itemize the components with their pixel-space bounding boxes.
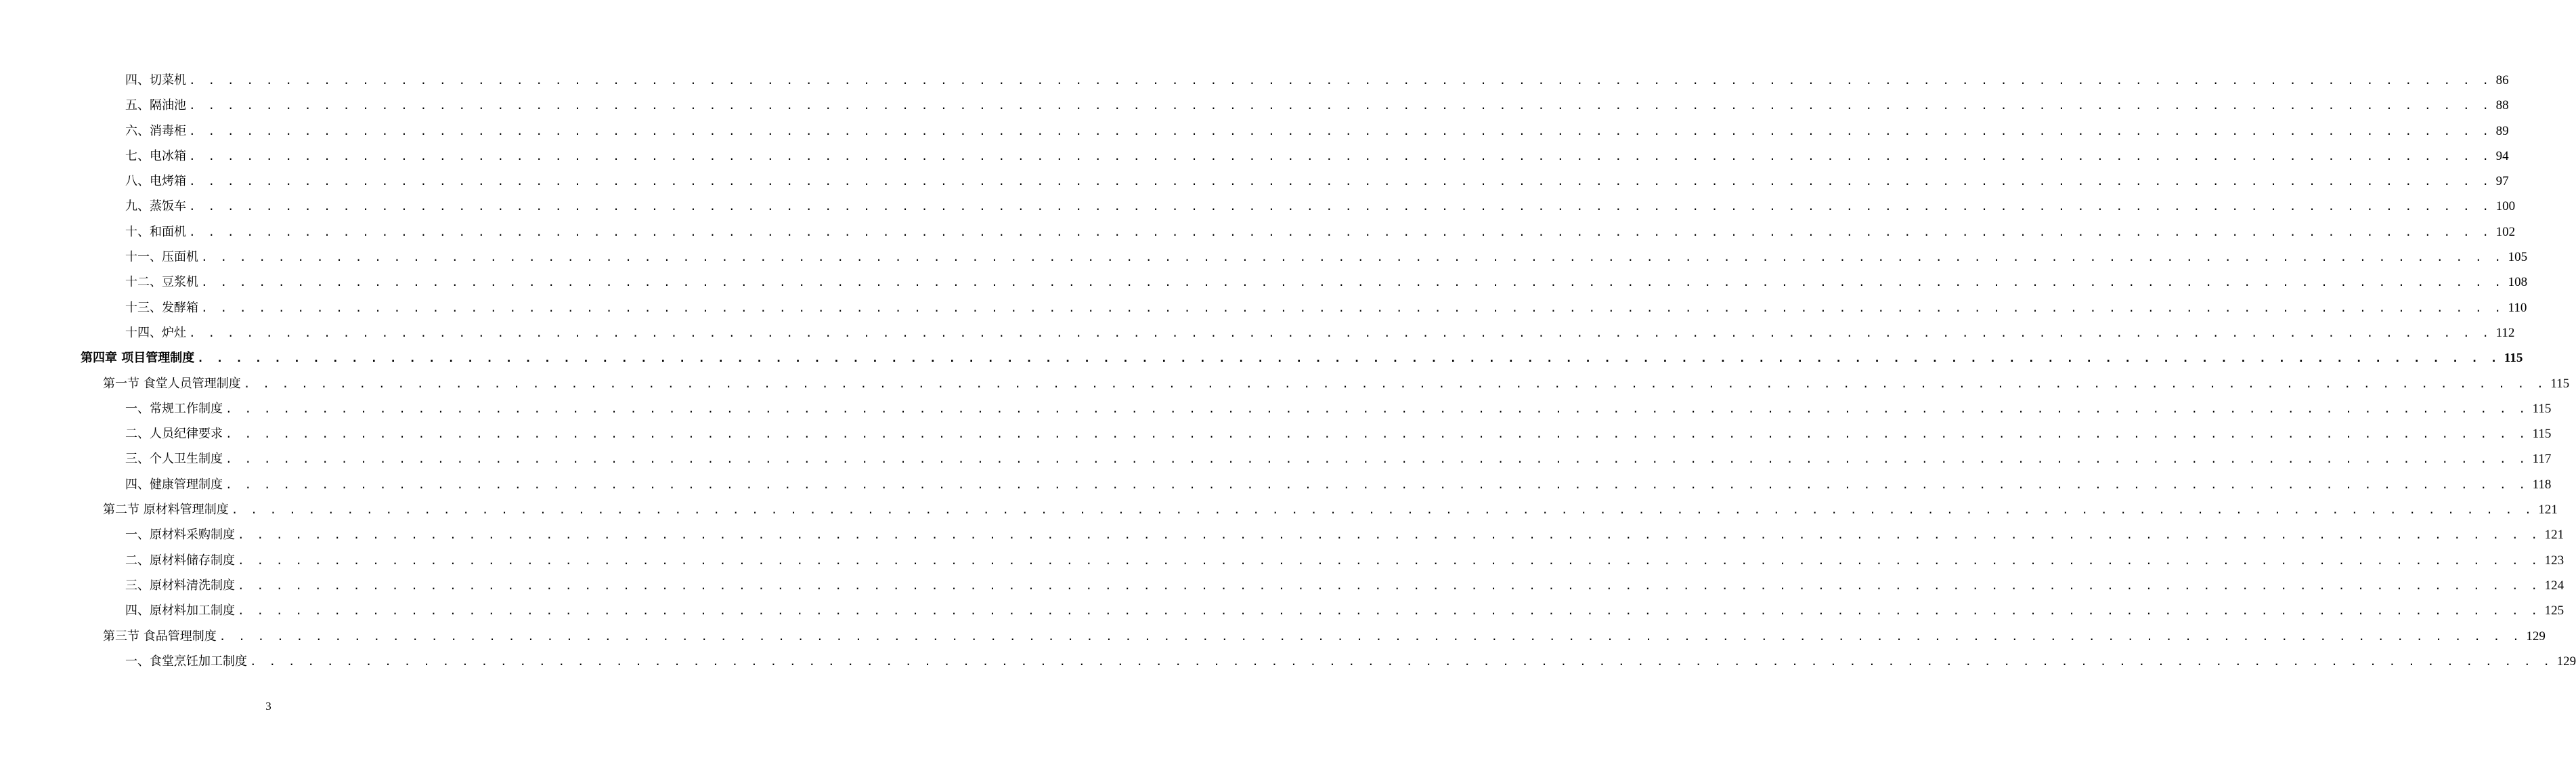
toc-entry-item[interactable] bbox=[0, 396, 2552, 421]
toc-entry-page-number: 100 bbox=[2495, 199, 2516, 214]
dot-leader: . . . . . . . . . . . . . . . . . . . . . . . . . . . . . . . . . . . . . . . . . . . . . . . . . . . . . . . . . . . . . . . . . . . . . . . . . . . . . . . . . . . . . . . . . . . . . . . . . . . . . . . . . . . . . . . . . . . . . . . . bbox=[238, 604, 2541, 618]
dot-leader: . . . . . . . . . . . . . . . . . . . . . . . . . . . . . . . . . . . . . . . . . . . . . . . . . . . . . . . . . . . . . . . . . . . . . . . . . . . . . . . . . . . . . . . . . . . . . . . . . . . . . . . . . . . . . . . . . . . . . . . . bbox=[201, 251, 2504, 264]
toc-entry-item[interactable] bbox=[0, 446, 2552, 471]
toc-entry-item[interactable] bbox=[0, 144, 2509, 169]
toc-entry-page-number: 105 bbox=[2508, 250, 2528, 265]
toc-entry-title: 第一节 食堂人员管理制度 bbox=[103, 376, 241, 391]
toc-entry-page-number: 115 bbox=[2550, 376, 2570, 391]
toc-entry-page-number: 129 bbox=[2526, 629, 2546, 643]
toc-entry-page-number: 121 bbox=[2538, 503, 2558, 518]
dot-leader: . . . . . . . . . . . . . . . . . . . . . . . . . . . . . . . . . . . . . . . . . . . . . . . . . . . . . . . . . . . . . . . . . . . . . . . . . . . . . . . . . . . . . . . . . . . . . . . . . . . . . . . . . . . . . . . . . . . . . . . . bbox=[189, 99, 2492, 112]
dot-leader: . . . . . . . . . . . . . . . . . . . . . . . . . . . . . . . . . . . . . . . . . . . . . . . . . . . . . . . . . . . . . . . . . . . . . . . . . . . . . . . . . . . . . . . . . . . . . . . . . . . . . . . . . . . . . . . . . . . . . . . . bbox=[225, 402, 2529, 415]
dot-leader: . . . . . . . . . . . . . . . . . . . . . . . . . . . . . . . . . . . . . . . . . . . . . . . . . . . . . . . . . . . . . . . . . . . . . . . . . . . . . . . . . . . . . . . . . . . . . . . . . . . . . . . . . . . . . . . . . . . . . . . . bbox=[189, 225, 2492, 238]
toc-entry-page-number: 112 bbox=[2495, 325, 2515, 340]
toc-entry-title: 十三、发酵箱 bbox=[125, 300, 198, 315]
toc-entry-page-number: 115 bbox=[2504, 351, 2523, 366]
dot-leader: . . . . . . . . . . . . . . . . . . . . . . . . . . . . . . . . . . . . . . . . . . . . . . . . . . . . . . . . . . . . . . . . . . . . . . . . . . . . . . . . . . . . . . . . . . . . . . . . . . . . . . . . . . . . . . . . . . . . . . . . bbox=[225, 478, 2529, 491]
toc-entry-page-number: 125 bbox=[2544, 604, 2564, 618]
toc-entry-item[interactable] bbox=[0, 522, 2564, 547]
toc-entry-page-number: 108 bbox=[2508, 275, 2528, 290]
dot-leader: . . . . . . . . . . . . . . . . . . . . . . . . . . . . . . . . . . . . . . . . . . . . . . . . . . . . . . . . . . . . . . . . . . . . . . . . . . . . . . . . . . . . . . . . . . . . . . . . . . . . . . . . . . . . . . . . . . . . . . . . bbox=[201, 301, 2504, 314]
toc-entry-page-number: 117 bbox=[2532, 452, 2552, 467]
dot-leader: . . . . . . . . . . . . . . . . . . . . . . . . . . . . . . . . . . . . . . . . . . . . . . . . . . . . . . . . . . . . . . . . . . . . . . . . . . . . . . . . . . . . . . . . . . . . . . . . . . . . . . . . . . . . . . . . . . . . . . . . bbox=[189, 74, 2492, 87]
dot-leader: . . . . . . . . . . . . . . . . . . . . . . . . . . . . . . . . . . . . . . . . . . . . . . . . . . . . . . . . . . . . . . . . . . . . . . . . . . . . . . . . . . . . . . . . . . . . . . . . . . . . . . . . . . . . . . . . . . . . . . . . bbox=[197, 352, 2500, 365]
toc-entry-title: 四、切菜机 bbox=[125, 73, 186, 87]
toc-entry-title: 二、原材料储存制度 bbox=[125, 553, 235, 568]
toc-entry-section[interactable] bbox=[0, 624, 2546, 649]
dot-leader: . . . . . . . . . . . . . . . . . . . . . . . . . . . . . . . . . . . . . . . . . . . . . . . . . . . . . . . . . . . . . . . . . . . . . . . . . . . . . . . . . . . . . . . . . . . . . . . . . . . . . . . . . . . . . . . . . . . . . . . . bbox=[225, 427, 2529, 441]
toc-entry-page-number: 110 bbox=[2508, 300, 2527, 315]
toc-entry-title: 九、蒸饭车 bbox=[125, 199, 186, 214]
toc-entry-title: 三、个人卫生制度 bbox=[125, 452, 223, 467]
toc-entry-section[interactable] bbox=[0, 371, 2570, 396]
toc-entry-title: 四、原材料加工制度 bbox=[125, 604, 235, 618]
dot-leader: . . . . . . . . . . . . . . . . . . . . . . . . . . . . . . . . . . . . . . . . . . . . . . . . . . . . . . . . . . . . . . . . . . . . . . . . . . . . . . . . . . . . . . . . . . . . . . . . . . . . . . . . . . . . . . . . . . . . . . . . bbox=[189, 200, 2492, 213]
toc-entry-title: 第四章 项目管理制度 bbox=[81, 351, 195, 366]
toc-entry-item[interactable] bbox=[0, 119, 2509, 144]
toc-entry-chapter[interactable] bbox=[0, 345, 2523, 371]
toc-entry-item[interactable] bbox=[0, 548, 2564, 573]
dot-leader: . . . . . . . . . . . . . . . . . . . . . . . . . . . . . . . . . . . . . . . . . . . . . . . . . . . . . . . . . . . . . . . . . . . . . . . . . . . . . . . . . . . . . . . . . . . . . . . . . . . . . . . . . . . . . . . . . . . . . . . . bbox=[243, 377, 2547, 390]
toc-entry-section[interactable] bbox=[0, 497, 2558, 522]
toc-entry-item[interactable] bbox=[0, 472, 2552, 497]
toc-entry-title: 十、和面机 bbox=[125, 224, 186, 239]
toc-entry-page-number: 129 bbox=[2556, 654, 2576, 669]
toc-entry-title: 四、健康管理制度 bbox=[125, 477, 223, 492]
dot-leader: . . . . . . . . . . . . . . . . . . . . . . . . . . . . . . . . . . . . . . . . . . . . . . . . . . . . . . . . . . . . . . . . . . . . . . . . . . . . . . . . . . . . . . . . . . . . . . . . . . . . . . . . . . . . . . . . . . . . . . . . bbox=[189, 124, 2492, 138]
dot-leader: . . . . . . . . . . . . . . . . . . . . . . . . . . . . . . . . . . . . . . . . . . . . . . . . . . . . . . . . . . . . . . . . . . . . . . . . . . . . . . . . . . . . . . . . . . . . . . . . . . . . . . . . . . . . . . . . . . . . . . . . bbox=[231, 503, 2535, 517]
toc-entry-page-number: 94 bbox=[2495, 148, 2509, 163]
dot-leader: . . . . . . . . . . . . . . . . . . . . . . . . . . . . . . . . . . . . . . . . . . . . . . . . . . . . . . . . . . . . . . . . . . . . . . . . . . . . . . . . . . . . . . . . . . . . . . . . . . . . . . . . . . . . . . . . . . . . . . . . bbox=[238, 528, 2541, 542]
toc-entry-page-number: 97 bbox=[2495, 174, 2509, 189]
toc-entry-title: 二、人员纪律要求 bbox=[125, 427, 223, 442]
toc-entry-page-number: 86 bbox=[2495, 73, 2509, 87]
dot-leader: . . . . . . . . . . . . . . . . . . . . . . . . . . . . . . . . . . . . . . . . . . . . . . . . . . . . . . . . . . . . . . . . . . . . . . . . . . . . . . . . . . . . . . . . . . . . . . . . . . . . . . . . . . . . . . . . . . . . . . . . bbox=[225, 452, 2529, 466]
toc-entry-page-number: 124 bbox=[2544, 578, 2564, 593]
toc-entry-page-number: 118 bbox=[2532, 477, 2552, 492]
toc-entry-title: 十四、炉灶 bbox=[125, 325, 186, 340]
dot-leader: . . . . . . . . . . . . . . . . . . . . . . . . . . . . . . . . . . . . . . . . . . . . . . . . . . . . . . . . . . . . . . . . . . . . . . . . . . . . . . . . . . . . . . . . . . . . . . . . . . . . . . . . . . . . . . . . . . . . . . . . bbox=[201, 276, 2504, 289]
dot-leader: . . . . . . . . . . . . . . . . . . . . . . . . . . . . . . . . . . . . . . . . . . . . . . . . . . . . . . . . . . . . . . . . . . . . . . . . . . . . . . . . . . . . . . . . . . . . . . . . . . . . . . . . . . . . . . . . . . . . . . . . bbox=[250, 654, 2553, 668]
toc-entry-item[interactable] bbox=[0, 421, 2552, 446]
toc-entry-title: 一、常规工作制度 bbox=[125, 401, 223, 416]
table-of-contents bbox=[0, 68, 2576, 674]
toc-entry-item[interactable] bbox=[0, 219, 2516, 245]
toc-entry-item[interactable] bbox=[0, 169, 2509, 194]
toc-entry-item[interactable] bbox=[0, 245, 2528, 270]
toc-entry-title: 一、食堂烹饪加工制度 bbox=[125, 654, 247, 669]
toc-entry-page-number: 115 bbox=[2532, 427, 2552, 442]
toc-entry-page-number: 102 bbox=[2495, 224, 2516, 239]
toc-entry-item[interactable] bbox=[0, 194, 2516, 219]
toc-entry-title: 一、原材料采购制度 bbox=[125, 528, 235, 543]
dot-leader: . . . . . . . . . . . . . . . . . . . . . . . . . . . . . . . . . . . . . . . . . . . . . . . . . . . . . . . . . . . . . . . . . . . . . . . . . . . . . . . . . . . . . . . . . . . . . . . . . . . . . . . . . . . . . . . . . . . . . . . . bbox=[238, 553, 2541, 567]
dot-leader: . . . . . . . . . . . . . . . . . . . . . . . . . . . . . . . . . . . . . . . . . . . . . . . . . . . . . . . . . . . . . . . . . . . . . . . . . . . . . . . . . . . . . . . . . . . . . . . . . . . . . . . . . . . . . . . . . . . . . . . . bbox=[219, 629, 2523, 643]
toc-entry-page-number: 89 bbox=[2495, 123, 2509, 138]
toc-entry-item[interactable] bbox=[0, 270, 2528, 295]
toc-entry-item[interactable] bbox=[0, 295, 2527, 320]
dot-leader: . . . . . . . . . . . . . . . . . . . . . . . . . . . . . . . . . . . . . . . . . . . . . . . . . . . . . . . . . . . . . . . . . . . . . . . . . . . . . . . . . . . . . . . . . . . . . . . . . . . . . . . . . . . . . . . . . . . . . . . . bbox=[189, 175, 2492, 188]
toc-entry-item[interactable] bbox=[0, 320, 2515, 345]
toc-entry-page-number: 88 bbox=[2495, 98, 2509, 113]
dot-leader: . . . . . . . . . . . . . . . . . . . . . . . . . . . . . . . . . . . . . . . . . . . . . . . . . . . . . . . . . . . . . . . . . . . . . . . . . . . . . . . . . . . . . . . . . . . . . . . . . . . . . . . . . . . . . . . . . . . . . . . . bbox=[189, 149, 2492, 163]
toc-entry-title: 十一、压面机 bbox=[125, 250, 198, 265]
toc-entry-item[interactable] bbox=[0, 649, 2576, 674]
toc-entry-title: 三、原材料清洗制度 bbox=[125, 578, 235, 593]
toc-entry-item[interactable] bbox=[0, 68, 2509, 93]
toc-entry-title: 十二、豆浆机 bbox=[125, 275, 198, 290]
toc-entry-title: 第二节 原材料管理制度 bbox=[103, 503, 229, 518]
dot-leader: . . . . . . . . . . . . . . . . . . . . . . . . . . . . . . . . . . . . . . . . . . . . . . . . . . . . . . . . . . . . . . . . . . . . . . . . . . . . . . . . . . . . . . . . . . . . . . . . . . . . . . . . . . . . . . . . . . . . . . . . bbox=[238, 578, 2541, 592]
page-number: 3 bbox=[265, 700, 271, 713]
toc-entry-title: 五、隔油池 bbox=[125, 98, 186, 113]
toc-entry-page-number: 115 bbox=[2532, 401, 2552, 416]
toc-entry-item[interactable] bbox=[0, 598, 2564, 623]
dot-leader: . . . . . . . . . . . . . . . . . . . . . . . . . . . . . . . . . . . . . . . . . . . . . . . . . . . . . . . . . . . . . . . . . . . . . . . . . . . . . . . . . . . . . . . . . . . . . . . . . . . . . . . . . . . . . . . . . . . . . . . . bbox=[189, 326, 2492, 339]
toc-entry-item[interactable] bbox=[0, 573, 2564, 598]
toc-entry-page-number: 121 bbox=[2544, 528, 2564, 543]
toc-entry-title: 六、消毒柜 bbox=[125, 123, 186, 138]
toc-entry-title: 第三节 食品管理制度 bbox=[103, 629, 217, 643]
toc-entry-item[interactable] bbox=[0, 93, 2509, 118]
toc-entry-page-number: 123 bbox=[2544, 553, 2564, 568]
toc-entry-title: 七、电冰箱 bbox=[125, 148, 186, 163]
toc-entry-title: 八、电烤箱 bbox=[125, 174, 186, 189]
